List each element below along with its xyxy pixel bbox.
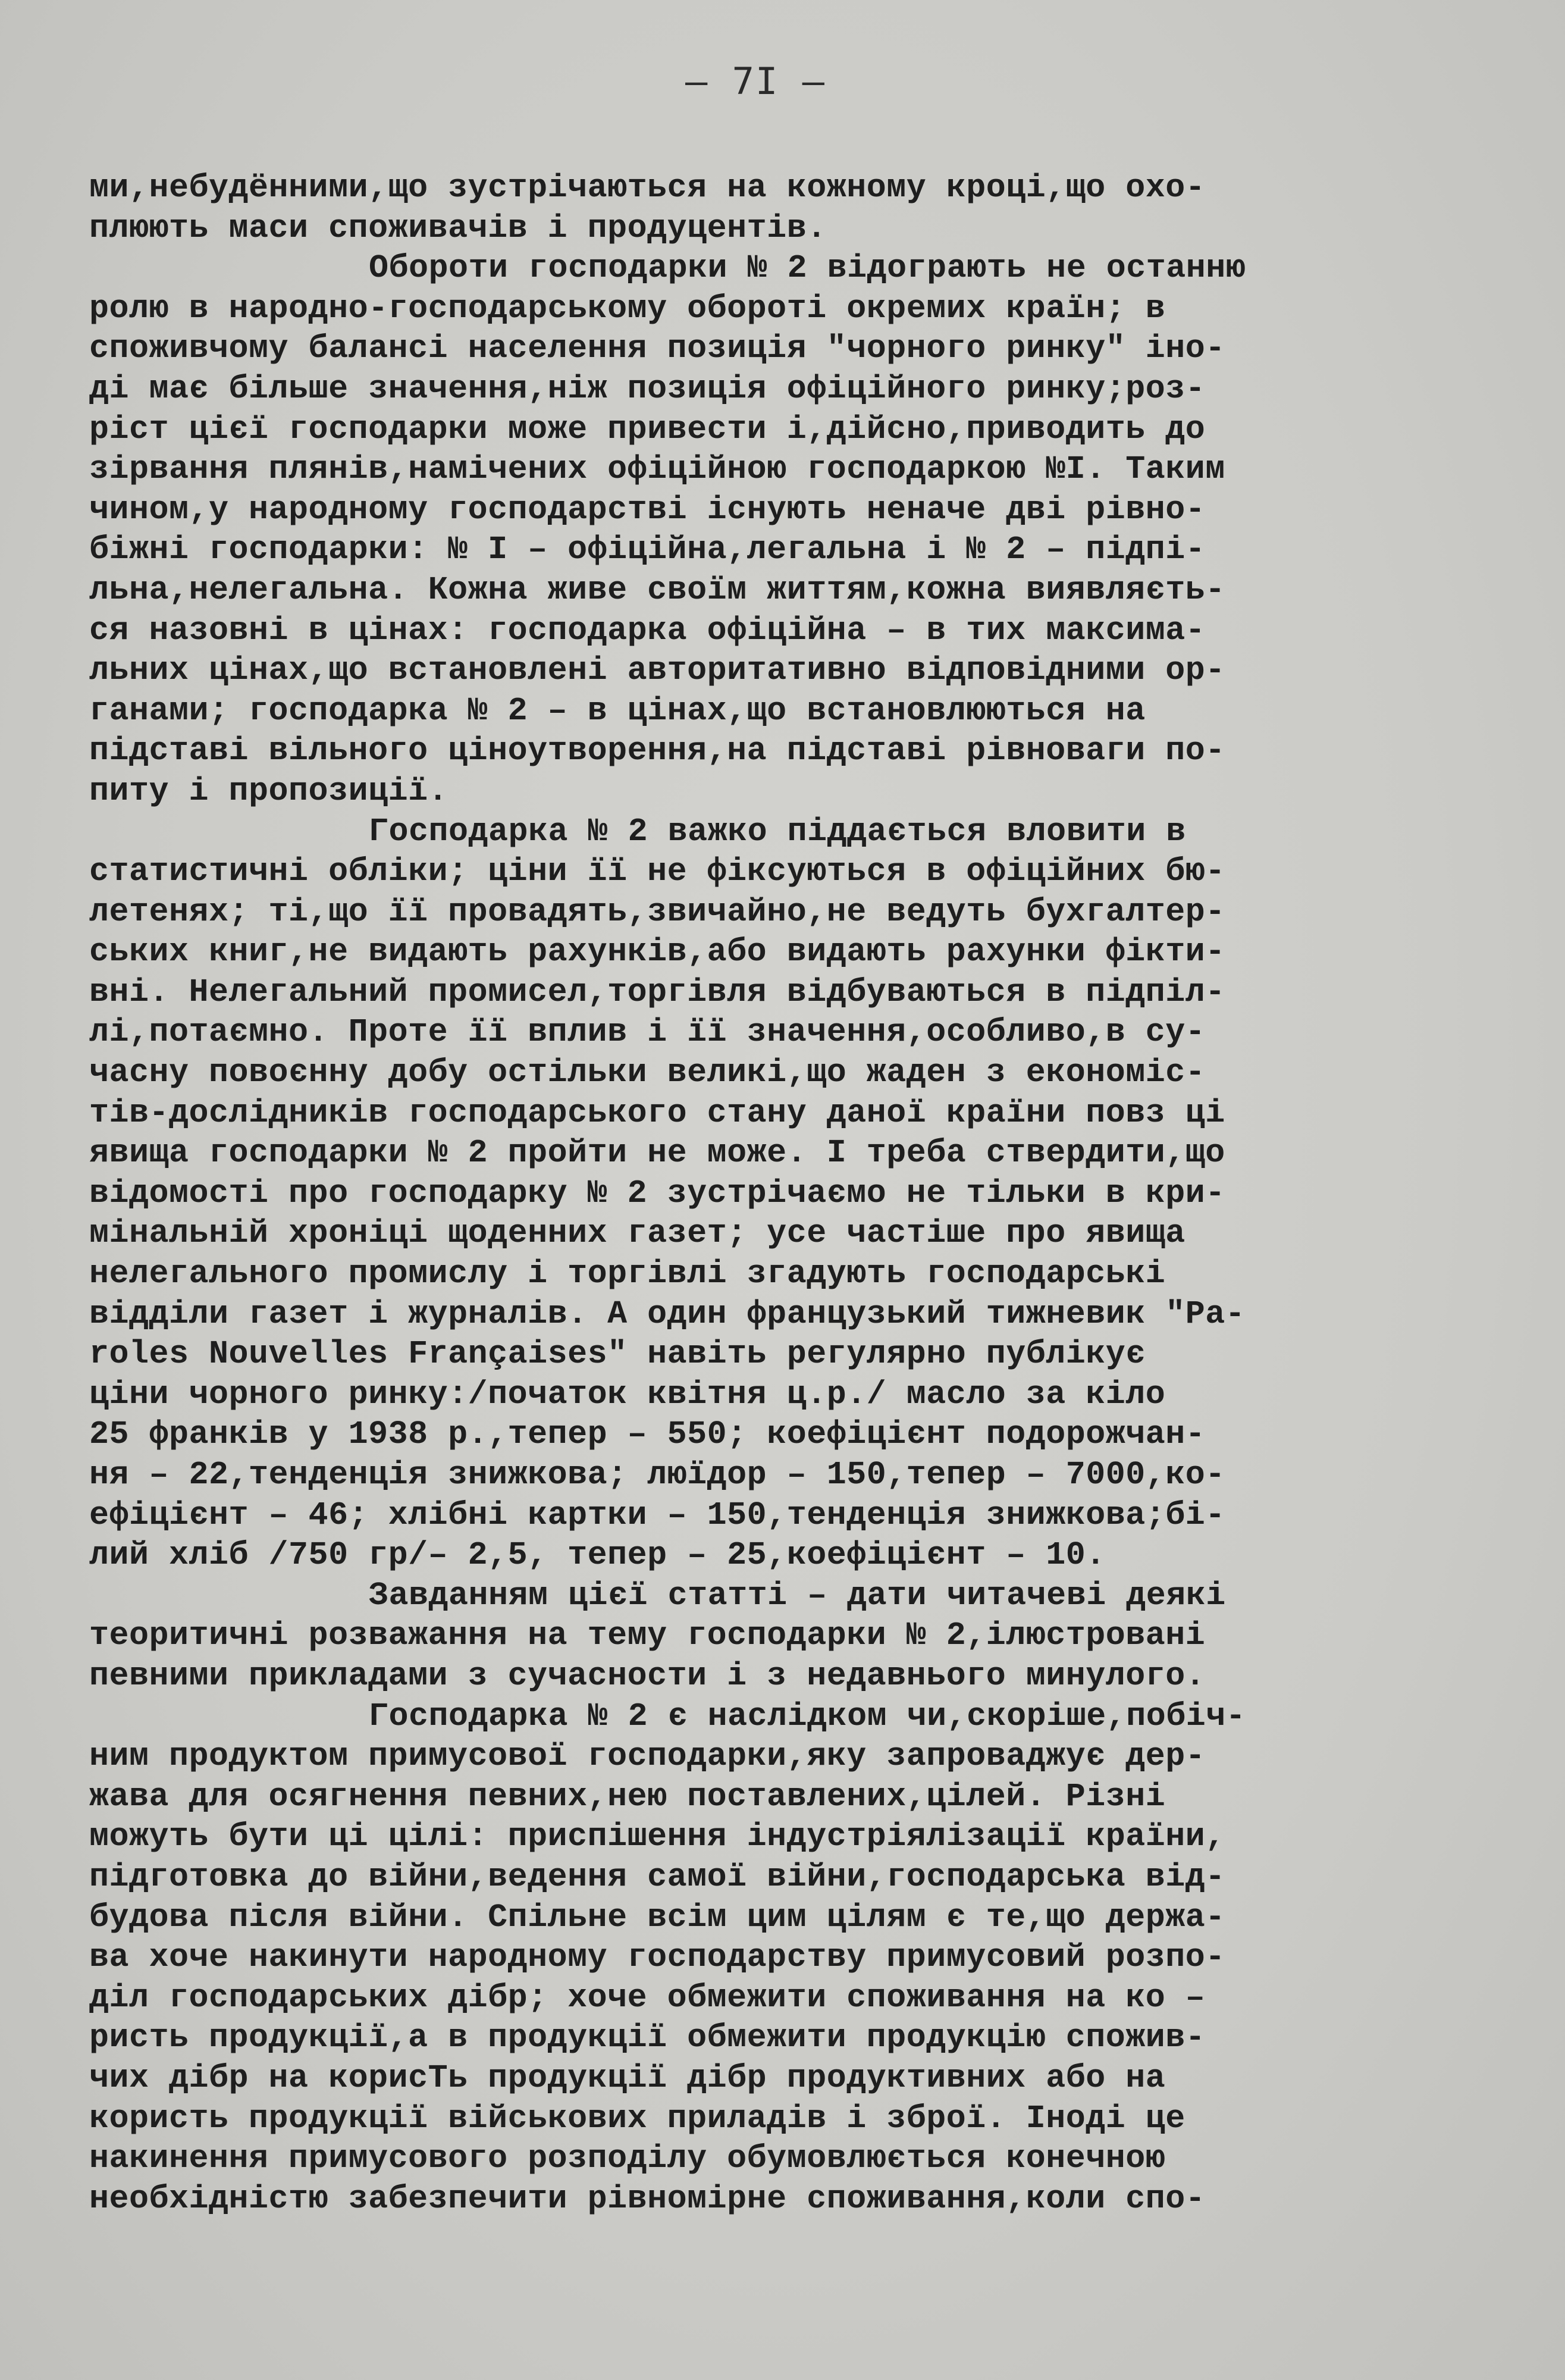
text-line: ми,небудённими,що зустрічаються на кожному кроці,що охо- <box>89 169 1206 206</box>
text-line: теоритичні розважання на тему господарки № 2,ілюстровані <box>89 1617 1206 1655</box>
text-line: зірвання плянів,намічених офіційною господаркою №I. Таким <box>89 450 1225 488</box>
body-text <box>89 168 1475 2219</box>
text-line: Завданням цієї статті – дати читачеві деякі <box>369 1576 1226 1614</box>
text-line: ських книг,не видають рахунків,або видають рахунки фікти- <box>89 933 1225 971</box>
text-line: можуть бути ці цілі: приспішення індустріялізації країни, <box>89 1818 1225 1856</box>
text-line: чином,у народному господарстві існують неначе дві рівно- <box>89 490 1206 528</box>
text-line: ролю в народно-господарському обороті окремих країн; в <box>89 289 1166 327</box>
text-line: ним продуктом примусової господарки,яку запроваджує дер- <box>89 1737 1206 1775</box>
text-line: плюють маси споживачів і продуцентів. <box>89 209 827 247</box>
text-line: ня – 22,тенденція знижкова; люїдор – 150,тепер – 7000,ко- <box>89 1456 1225 1493</box>
text-line: Господарка № 2 важко піддається вловити в <box>369 812 1186 850</box>
text-line: летенях; ті,що її провадять,звичайно,не ведуть бухгалтер- <box>89 892 1225 931</box>
text-line: тів-дослідників господарського стану даної країни повз ці <box>89 1094 1225 1132</box>
page-number: – 7I – <box>685 60 826 103</box>
text-line: ціни чорного ринку:/початок квітня ц.р./ масло за кіло <box>89 1375 1166 1413</box>
text-line: ва хоче накинути народному господарству примусовий розпо- <box>89 1939 1225 1977</box>
text-line: явища господарки № 2 пройти не може. І треба ствердити,що <box>89 1134 1225 1172</box>
text-line: питу і пропозиції. <box>89 772 449 810</box>
text-line: лі,потаємно. Проте її вплив і її значення,особливо,в су- <box>89 1013 1206 1051</box>
text-line: підставі вільного ціноутворення,на підставі рівноваги по- <box>89 732 1225 770</box>
text-line: біжні господарки: № I – офіційна,легальна і № 2 – підпі- <box>89 531 1206 569</box>
text-line: підготовка до війни,ведення самої війни,господарська від- <box>89 1858 1225 1896</box>
text-line: льна,нелегальна. Кожна живе своїм життям,кожна виявляєть- <box>89 571 1225 609</box>
text-line: накинення примусового розподілу обумовлюється конечною <box>89 2140 1166 2178</box>
text-line: ефіцієнт – 46; хлібні картки – 150,тенденція знижкова;бі- <box>89 1496 1225 1534</box>
text-line: лий хліб /750 гр/– 2,5, тепер – 25,коефіцієнт – 10. <box>89 1536 1106 1574</box>
text-line: нелегального промислу і торгівлі згадують господарські <box>89 1255 1166 1293</box>
text-line: ристь продукції,а в продукції обмежити продукцію спожив- <box>89 2019 1206 2057</box>
text-line: певними прикладами з сучасности і з недавнього минулого. <box>89 1656 1206 1695</box>
text-line: ся назовні в цінах: господарка офіційна – в тих максима- <box>89 611 1206 649</box>
text-line: жава для осягнення певних,нею поставлених,цілей. Різні <box>89 1777 1166 1815</box>
text-line: мінальній хроніці щоденних газет; усе частіше про явища <box>89 1214 1185 1252</box>
text-line: ганами; господарка № 2 – в цінах,що встановлюються на <box>89 691 1146 729</box>
text-line: ріст цієї господарки може привести і,дійсно,приводить до <box>89 410 1206 448</box>
text-line: чих дібр на корисТь продукції дібр продуктивних або на <box>89 2059 1166 2097</box>
text-line: будова після війни. Спільне всім цим цілям є те,що держа- <box>89 1898 1225 1936</box>
text-line: споживчому балансі населення позиція "чорного ринку" іно- <box>89 330 1225 368</box>
text-line: льних цінах,що встановлені авторитативно відповідними ор- <box>89 652 1225 690</box>
text-line: відомості про господарку № 2 зустрічаємо не тільки в кри- <box>89 1174 1225 1212</box>
text-line: користь продукції військових приладів і зброї. Іноді це <box>89 2099 1185 2137</box>
text-line: Обороти господарки № 2 відограють не останню <box>369 249 1246 287</box>
text-line: вні. Нелегальний промисел,торгівля відбуваються в підпіл- <box>89 973 1225 1011</box>
text-line: roles Nouvelles Françaises" навіть регулярно публікує <box>89 1335 1146 1373</box>
text-line: відділи газет і журналів. А один французький тижневик "Pa- <box>89 1295 1246 1333</box>
text-line: ді має більше значення,ніж позиція офіційного ринку;роз- <box>89 369 1206 408</box>
text-line: статистичні обліки; ціни її не фіксуються в офіційних бю- <box>89 853 1225 891</box>
text-line: 25 франків у 1938 р.,тепер – 550; коефіцієнт подорожчан- <box>89 1416 1206 1454</box>
text-line: діл господарських дібр; хоче обмежити споживання на ко – <box>89 1978 1206 2016</box>
text-line: Господарка № 2 є наслідком чи,скоріше,побіч- <box>369 1697 1246 1735</box>
text-line: часну повоєнну добу остільки великі,що жаден з економіс- <box>89 1054 1206 1092</box>
text-line: необхідністю забезпечити рівномірне споживання,коли спо- <box>89 2179 1206 2218</box>
